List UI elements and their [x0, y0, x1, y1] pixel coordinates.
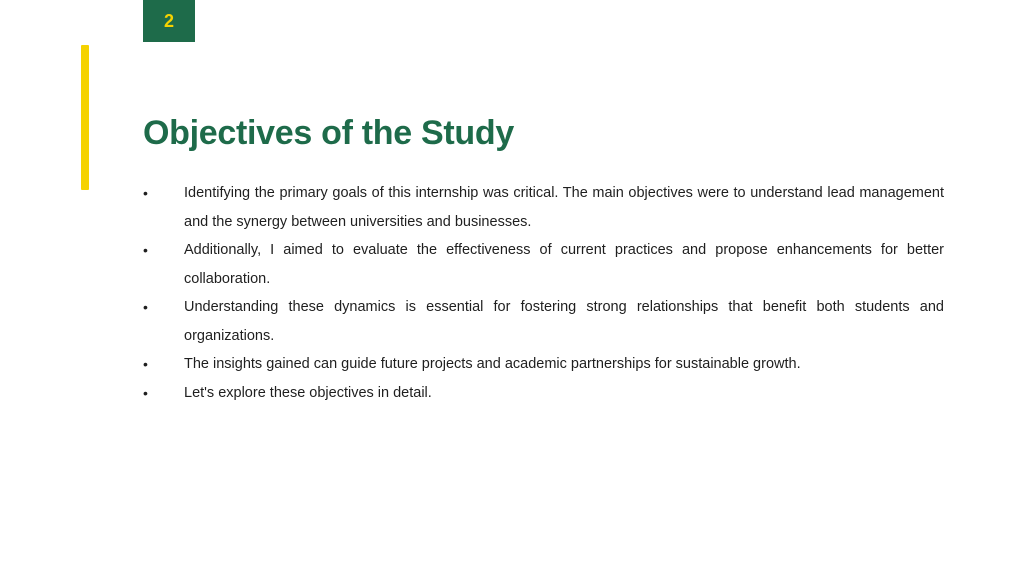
bullet-item: [143, 179, 944, 236]
bullet-text: Understanding these dynamics is essential for fostering strong relationships that benefit both students and organizations.: [184, 299, 944, 344]
bullet-icon: •: [143, 299, 148, 315]
page-number-badge: [143, 0, 195, 42]
bullet-item: [143, 293, 944, 350]
bullet-item: [143, 379, 944, 408]
bullet-text: Identifying the primary goals of this internship was critical. The main objectives were to understand lead management and the synergy between universities and businesses.: [184, 185, 944, 230]
bullet-text: Let's explore these objectives in detail.: [184, 384, 432, 401]
bullet-item: [143, 350, 944, 379]
bullet-text: Additionally, I aimed to evaluate the effectiveness of current practices and propose enhancements for better collaboration.: [184, 242, 944, 287]
bullet-list: [143, 179, 944, 407]
bullet-icon: •: [143, 242, 148, 258]
bullet-text: The insights gained can guide future projects and academic partnerships for sustainable growth.: [184, 356, 801, 372]
bullet-icon: •: [143, 356, 148, 372]
page-number: 2: [163, 10, 174, 31]
bullet-icon: •: [143, 185, 148, 201]
bullet-item: [143, 236, 944, 293]
slide-title: Objectives of the Study: [143, 114, 514, 152]
accent-bar: [81, 45, 89, 190]
bullet-icon: •: [143, 384, 148, 401]
